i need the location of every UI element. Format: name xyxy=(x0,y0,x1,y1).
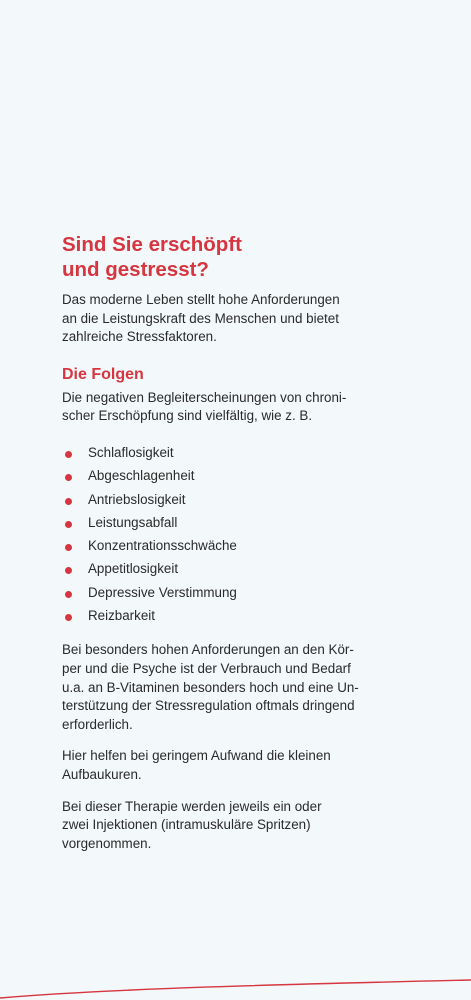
paragraph-line: Aufbaukuren. xyxy=(62,766,142,782)
list-item-label: Depressive Verstimmung xyxy=(88,584,237,600)
document-page xyxy=(62,232,392,853)
show-through-watermark xyxy=(150,70,450,230)
folgen-paragraph xyxy=(62,389,392,426)
bullet-icon xyxy=(65,521,72,528)
paragraph-line: vorgenommen. xyxy=(62,835,152,851)
folgen-line: scher Erschöpfung sind vielfältig, wie z. B. xyxy=(62,408,313,424)
list-item-label: Abgeschlagenheit xyxy=(88,468,195,484)
bullet-icon xyxy=(65,451,72,458)
bullet-icon xyxy=(65,591,72,598)
paragraph-line: zwei Injektionen (intramuskuläre Spritzen) xyxy=(62,817,311,833)
paragraph-line: erforderlich. xyxy=(62,716,133,732)
paragraph-line: Bei dieser Therapie werden jeweils ein oder xyxy=(62,798,322,814)
bullet-icon xyxy=(65,614,72,621)
paragraph-line: terstützung der Stressregulation oftmals dringend xyxy=(62,698,355,714)
paragraph-line: u.a. an B-Vitaminen besonders hoch und eine Un- xyxy=(62,679,359,695)
decorative-curve xyxy=(0,970,471,1000)
list-item xyxy=(62,441,392,464)
intro-line: an die Leistungskraft des Menschen und bietet xyxy=(62,310,339,326)
body-paragraph-1 xyxy=(62,641,392,734)
body-paragraph-3 xyxy=(62,798,392,854)
intro-line: zahlreiche Stressfaktoren. xyxy=(62,329,217,345)
intro-paragraph xyxy=(62,291,392,347)
list-item-label: Konzentrationsschwäche xyxy=(88,538,237,554)
symptom-list xyxy=(62,441,392,627)
list-item xyxy=(62,534,392,557)
paragraph-line: Hier helfen bei geringem Aufwand die kleinen xyxy=(62,748,331,764)
bullet-icon xyxy=(65,498,72,505)
section-heading: Die Folgen xyxy=(62,365,144,383)
list-item xyxy=(62,557,392,580)
list-item xyxy=(62,488,392,511)
bullet-icon xyxy=(65,567,72,574)
list-item-label: Schlaflosigkeit xyxy=(88,444,174,460)
title-line-1: Sind Sie erschöpft xyxy=(62,233,242,256)
list-item-label: Antriebslosigkeit xyxy=(88,491,186,507)
page-title xyxy=(62,232,392,282)
list-item xyxy=(62,511,392,534)
title-line-2: und gestresst? xyxy=(62,258,209,281)
folgen-line: Die negativen Begleiterscheinungen von chroni- xyxy=(62,389,347,405)
paragraph-line: Bei besonders hohen Anforderungen an den Kör- xyxy=(62,642,354,658)
paragraph-line: per und die Psyche ist der Verbrauch und Bedarf xyxy=(62,660,351,676)
list-item xyxy=(62,604,392,627)
list-item xyxy=(62,581,392,604)
bullet-icon xyxy=(65,474,72,481)
list-item-label: Reizbarkeit xyxy=(88,608,155,624)
bullet-icon xyxy=(65,544,72,551)
body-paragraph-2 xyxy=(62,747,392,784)
list-item xyxy=(62,464,392,487)
intro-line: Das moderne Leben stellt hohe Anforderungen xyxy=(62,292,340,307)
list-item-label: Appetitlosigkeit xyxy=(88,561,179,577)
list-item-label: Leistungsabfall xyxy=(88,514,178,530)
